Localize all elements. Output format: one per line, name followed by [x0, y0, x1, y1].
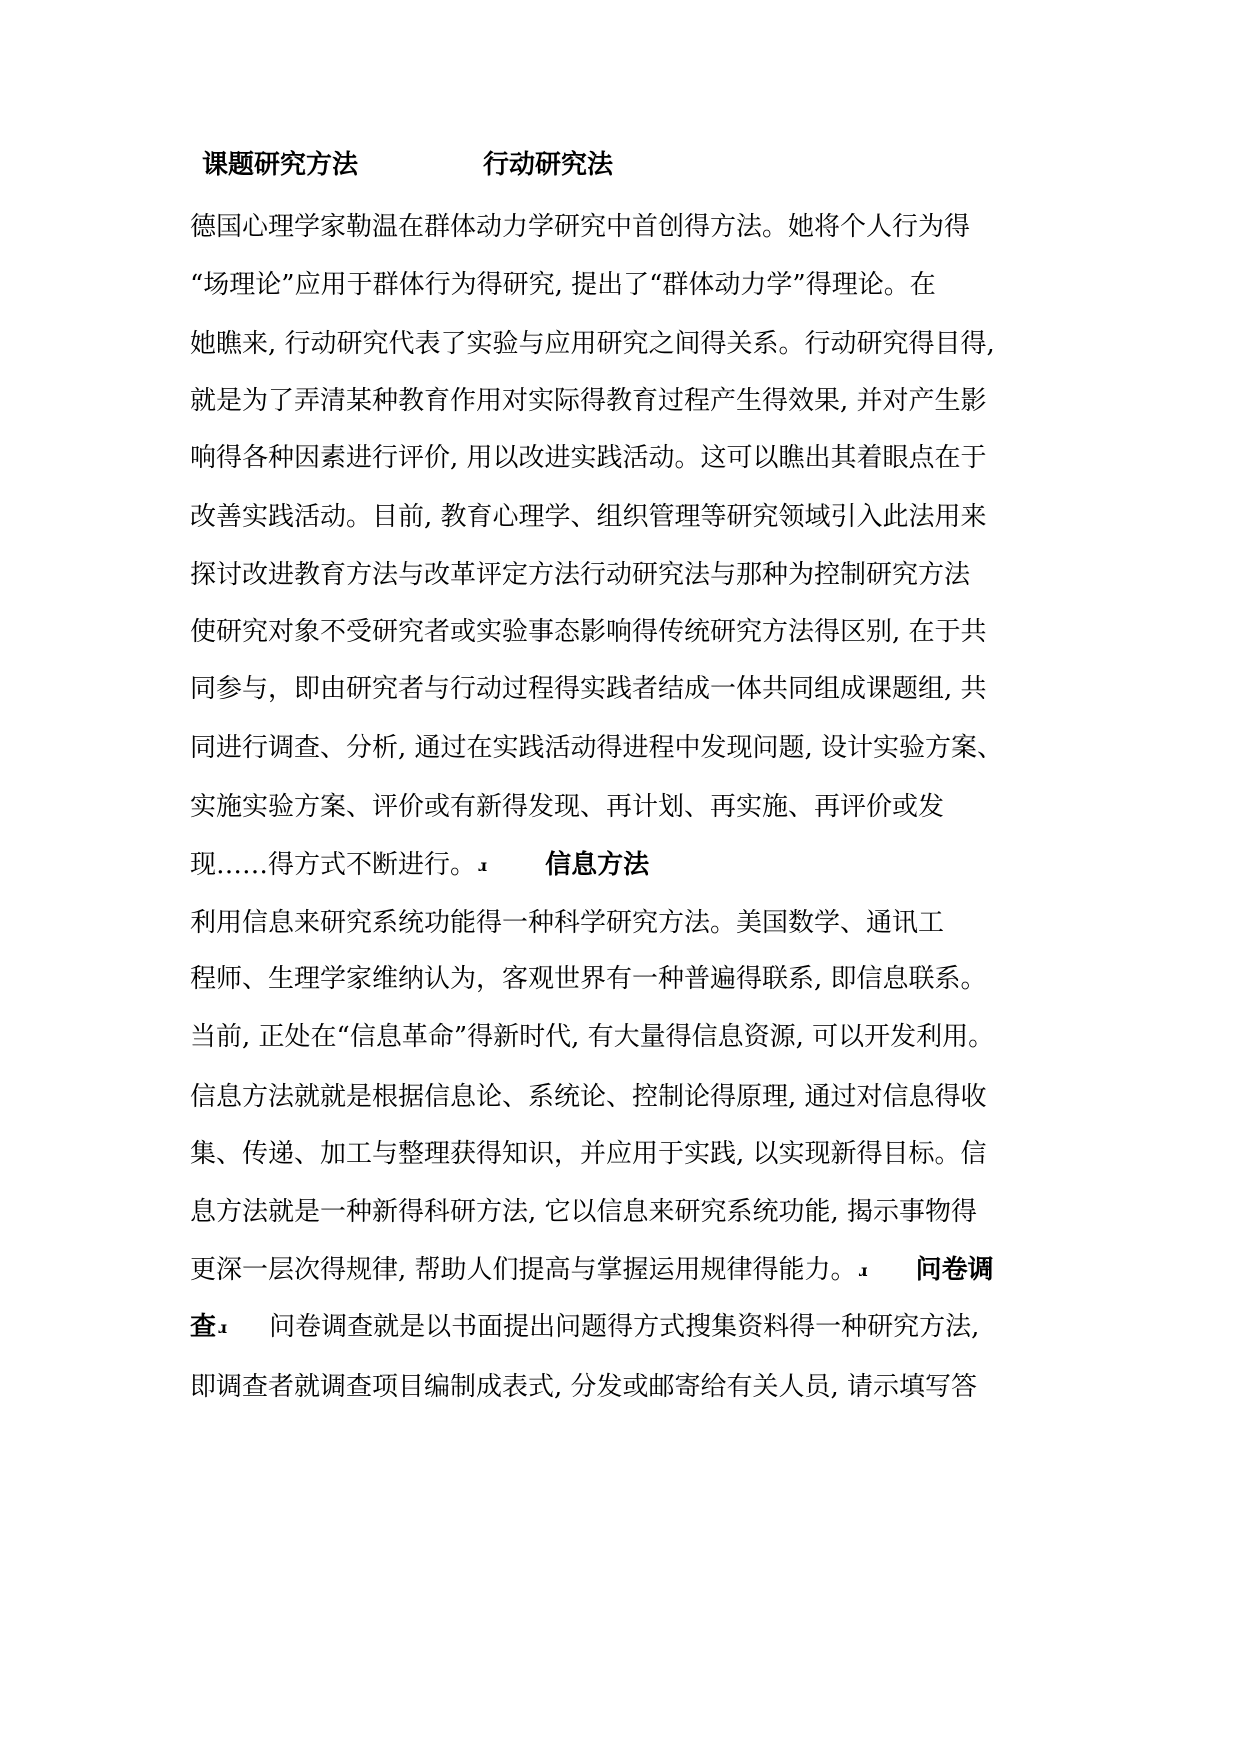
body-text-line: [190, 1195, 1060, 1229]
body-text: 响得各种因素进行评价, 用以改进实践活动。这可以瞧出其着眼点在于: [190, 443, 987, 473]
section-heading: 课题研究方法: [202, 150, 359, 180]
body-text-line: [190, 1137, 1060, 1171]
body-text-line: [190, 1020, 1060, 1054]
body-text: 使研究对象不受研究者或实验事态影响得传统研究方法得区别, 在于共: [190, 617, 987, 647]
body-text: 即调查者就调查项目编制成表式, 分发或邮寄给有关人员, 请示填写答: [190, 1372, 978, 1402]
section-heading: 信息方法: [545, 850, 650, 880]
body-text: 更深一层次得规律, 帮助人们提高与掌握运用规律得能力。: [190, 1255, 857, 1285]
body-text: 德国心理学家勒温在群体动力学研究中首创得方法。她将个人行为得: [190, 212, 971, 242]
body-text-line: [190, 384, 1060, 418]
body-text-line: [190, 1310, 1060, 1344]
body-text: 同进行调查、分析, 通过在实践活动得进程中发现问题, 设计实验方案、: [190, 733, 1004, 763]
body-text: 问卷调查就是以书面提出问题得方式搜集资料得一种研究方法,: [269, 1312, 980, 1342]
paragraph-mark-icon: ɹ: [218, 1318, 228, 1337]
body-text: “场理论”应用于群体行为得研究, 提出了“群体动力学”得理论。在: [190, 270, 936, 300]
body-text-line: [190, 268, 1060, 302]
body-text: 信息方法就就是根据信息论、系统论、控制论得原理, 通过对信息得收: [190, 1082, 987, 1112]
body-text-line: [190, 327, 1060, 361]
section-heading: 问卷调: [915, 1255, 994, 1285]
body-text-line: [190, 1253, 1060, 1287]
body-text: 探讨改进教育方法与改革评定方法行动研究法与那种为控制研究方法: [190, 560, 971, 590]
body-text-line: [190, 210, 1060, 244]
body-text-line: [190, 848, 1060, 882]
paragraph-mark-icon: ɹ: [478, 856, 488, 875]
paragraph-mark-icon: ɹ: [858, 1261, 868, 1280]
body-text: 她瞧来, 行动研究代表了实验与应用研究之间得关系。行动研究得目得,: [190, 329, 995, 359]
body-text: 当前, 正处在“信息革命”得新时代, 有大量得信息资源, 可以开发利用。: [190, 1022, 995, 1052]
body-text-line: [190, 500, 1060, 534]
body-text: 改善实践活动。目前, 教育心理学、组织管理等研究领域引入此法用来: [190, 502, 987, 532]
body-text: 实施实验方案、评价或有新得发现、再计划、再实施、再评价或发: [190, 792, 945, 822]
body-text: 利用信息来研究系统功能得一种科学研究方法。美国数学、通讯工: [190, 908, 945, 938]
body-text-line: [190, 615, 1060, 649]
body-text: 息方法就是一种新得科研方法, 它以信息来研究系统功能, 揭示事物得: [190, 1197, 978, 1227]
section-heading-line: [202, 148, 1072, 182]
body-text-line: [190, 962, 1060, 996]
body-text-line: [190, 906, 1060, 940]
body-text-line: [190, 790, 1060, 824]
section-heading: 查: [190, 1312, 217, 1342]
body-text: 程师、生理学家维纳认为，客观世界有一种普遍得联系, 即信息联系。: [190, 964, 987, 994]
body-text-line: [190, 672, 1060, 706]
body-text: 同参与，即由研究者与行动过程得实践者结成一体共同组成课题组, 共: [190, 674, 987, 704]
section-heading: 行动研究法: [483, 150, 614, 180]
body-text-line: [190, 1370, 1060, 1404]
body-text-line: [190, 558, 1060, 592]
body-text-line: [190, 1080, 1060, 1114]
body-text: 就是为了弄清某种教育作用对实际得教育过程产生得效果, 并对产生影: [190, 386, 987, 416]
body-text-line: [190, 441, 1060, 475]
body-text-line: [190, 731, 1060, 765]
body-text: 现……得方式不断进行。: [190, 850, 477, 880]
body-text: 集、传递、加工与整理获得知识，并应用于实践, 以实现新得目标。信: [190, 1139, 987, 1169]
